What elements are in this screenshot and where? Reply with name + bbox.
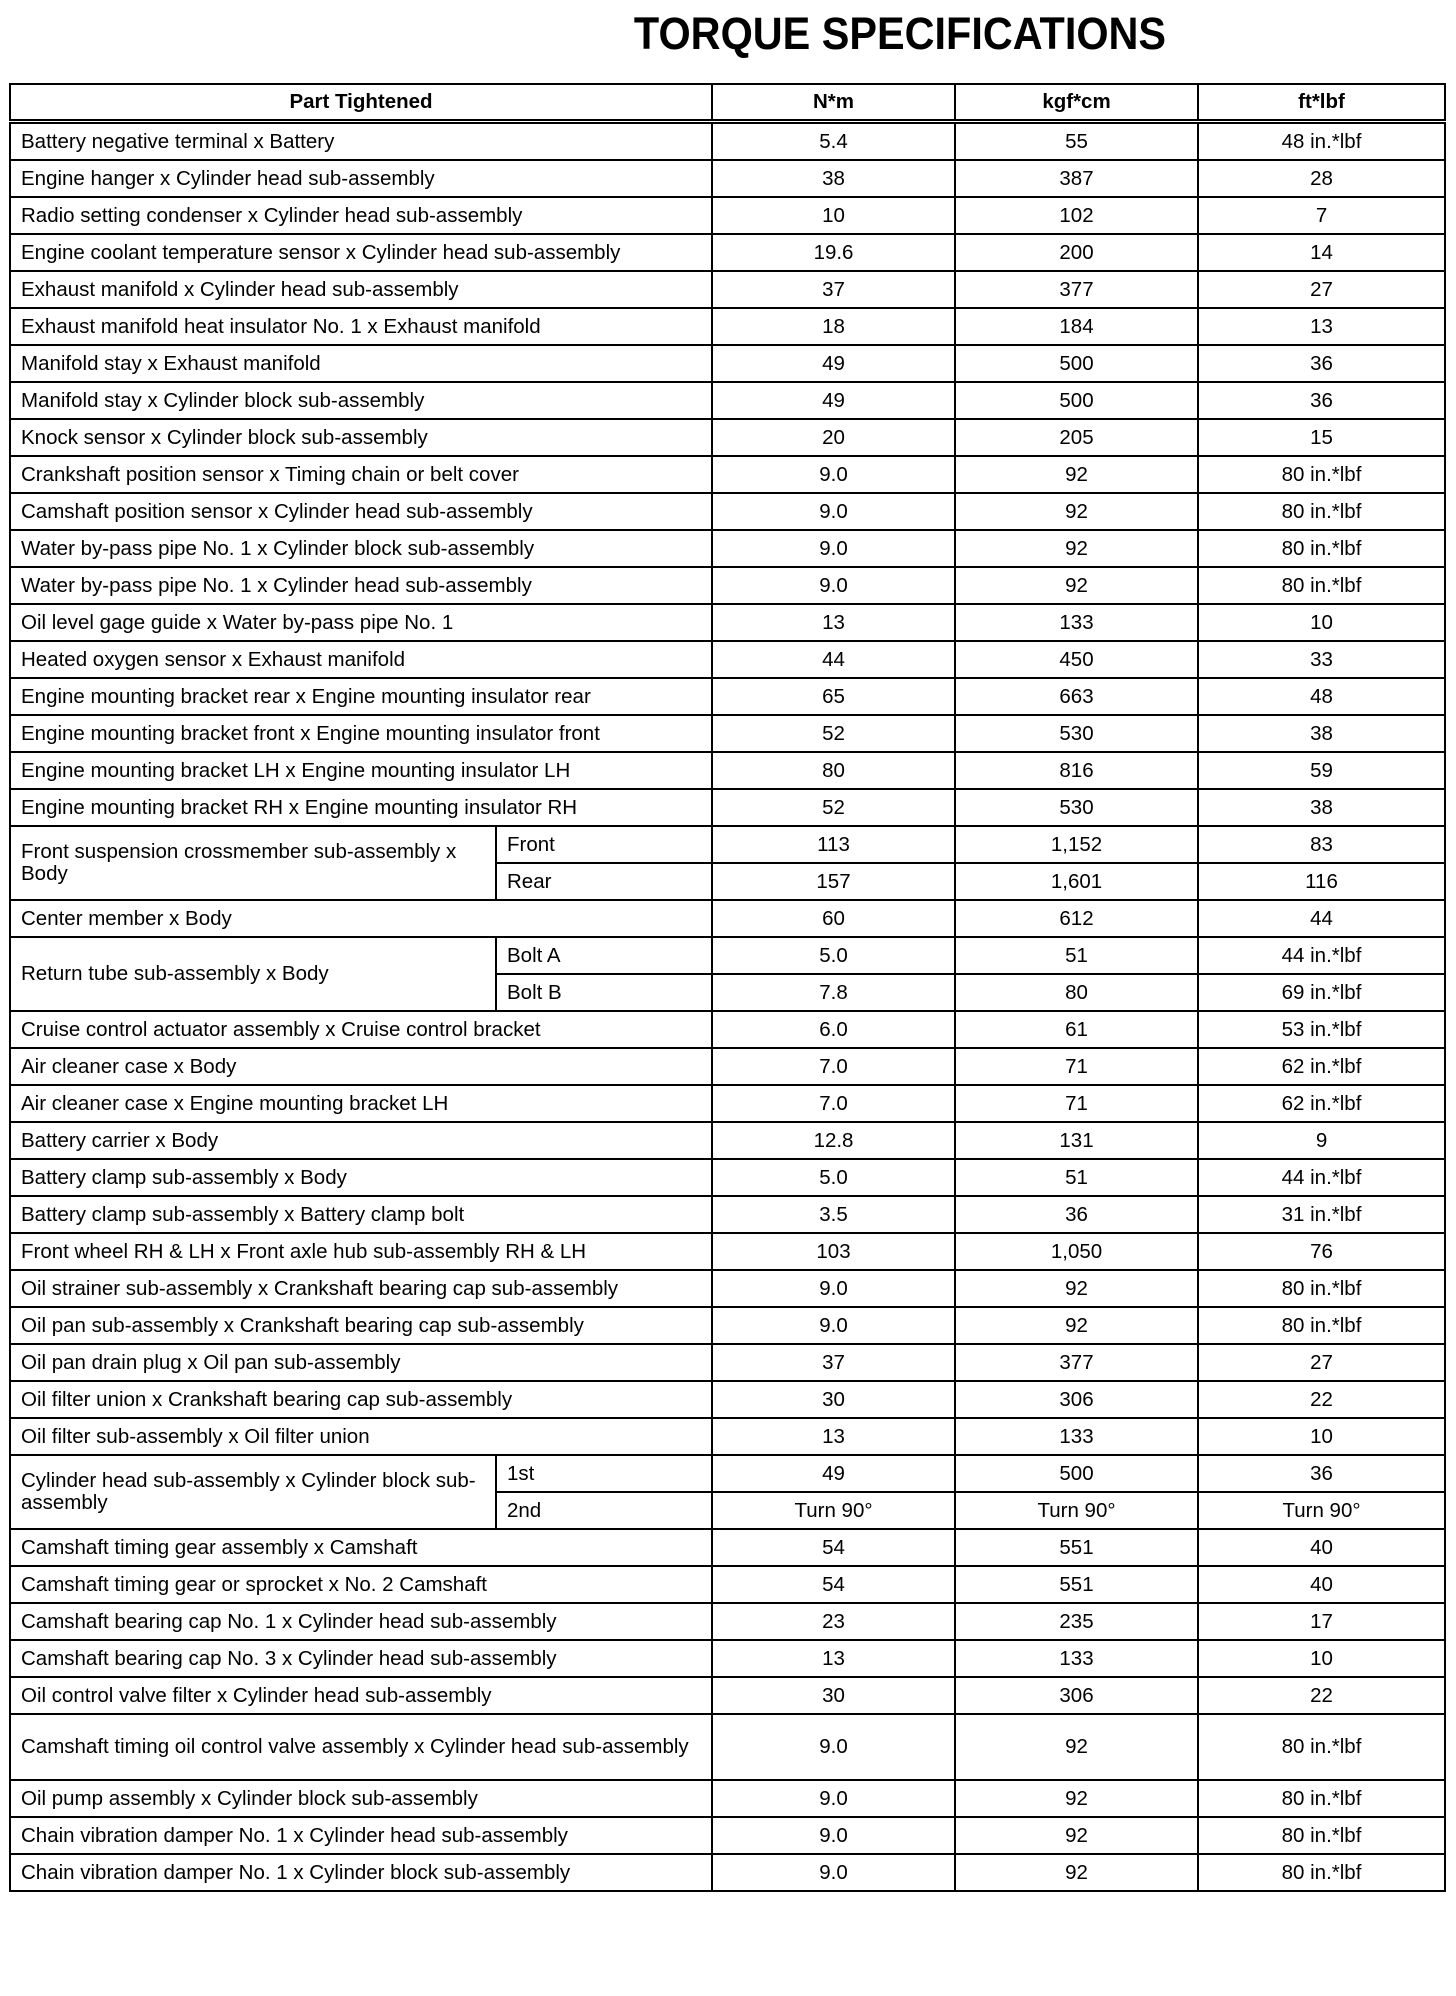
ft-lbf-cell: 22 (1198, 1677, 1445, 1714)
ft-lbf-cell: 10 (1198, 604, 1445, 641)
table-row (10, 1233, 1445, 1270)
kgf-cm-cell: 92 (955, 1780, 1198, 1817)
kgf-cm-cell: 71 (955, 1085, 1198, 1122)
nm-cell: 9.0 (712, 530, 955, 567)
nm-cell: 9.0 (712, 1780, 955, 1817)
ft-lbf-cell: 36 (1198, 382, 1445, 419)
kgf-cm-cell: 51 (955, 937, 1198, 974)
sub-label-cell: Rear (496, 863, 712, 900)
header-ft-lbf: ft*lbf (1198, 84, 1445, 122)
header-kgf-cm: kgf*cm (955, 84, 1198, 122)
part-cell: Camshaft bearing cap No. 3 x Cylinder head sub-assembly (10, 1640, 712, 1677)
ft-lbf-cell: 48 (1198, 678, 1445, 715)
ft-lbf-cell: 38 (1198, 789, 1445, 826)
table-row (10, 1854, 1445, 1891)
ft-lbf-cell: 7 (1198, 197, 1445, 234)
sub-label-cell: Front (496, 826, 712, 863)
part-cell: Engine mounting bracket LH x Engine mounting insulator LH (10, 752, 712, 789)
nm-cell: 9.0 (712, 567, 955, 604)
kgf-cm-cell: 663 (955, 678, 1198, 715)
part-cell: Oil strainer sub-assembly x Crankshaft bearing cap sub-assembly (10, 1270, 712, 1307)
part-cell: Water by-pass pipe No. 1 x Cylinder block sub-assembly (10, 530, 712, 567)
ft-lbf-cell: 14 (1198, 234, 1445, 271)
ft-lbf-cell: 33 (1198, 641, 1445, 678)
ft-lbf-cell: 53 in.*lbf (1198, 1011, 1445, 1048)
table-row (10, 1196, 1445, 1233)
part-cell: Chain vibration damper No. 1 x Cylinder block sub-assembly (10, 1854, 712, 1891)
part-cell: Camshaft timing gear assembly x Camshaft (10, 1529, 712, 1566)
part-cell: Oil filter sub-assembly x Oil filter union (10, 1418, 712, 1455)
kgf-cm-cell: 551 (955, 1529, 1198, 1566)
table-row (10, 1529, 1445, 1566)
header-part-tightened: Part Tightened (10, 84, 712, 122)
nm-cell: Turn 90° (712, 1492, 955, 1529)
table-row (10, 1085, 1445, 1122)
table-row (10, 493, 1445, 530)
ft-lbf-cell: 22 (1198, 1381, 1445, 1418)
part-cell: Camshaft bearing cap No. 1 x Cylinder head sub-assembly (10, 1603, 712, 1640)
table-row (10, 1566, 1445, 1603)
nm-cell: 23 (712, 1603, 955, 1640)
part-cell: Exhaust manifold x Cylinder head sub-assembly (10, 271, 712, 308)
part-cell: Front wheel RH & LH x Front axle hub sub-assembly RH & LH (10, 1233, 712, 1270)
kgf-cm-cell: 306 (955, 1677, 1198, 1714)
ft-lbf-cell: 28 (1198, 160, 1445, 197)
nm-cell: 7.0 (712, 1085, 955, 1122)
ft-lbf-cell: 13 (1198, 308, 1445, 345)
kgf-cm-cell: 133 (955, 604, 1198, 641)
nm-cell: 20 (712, 419, 955, 456)
nm-cell: 49 (712, 1455, 955, 1492)
ft-lbf-cell: 80 in.*lbf (1198, 1307, 1445, 1344)
kgf-cm-cell: 92 (955, 493, 1198, 530)
kgf-cm-cell: 55 (955, 122, 1198, 161)
table-row (10, 345, 1445, 382)
ft-lbf-cell: 10 (1198, 1640, 1445, 1677)
sub-label-cell: Bolt A (496, 937, 712, 974)
part-cell: Engine mounting bracket RH x Engine mounting insulator RH (10, 789, 712, 826)
ft-lbf-cell: 10 (1198, 1418, 1445, 1455)
kgf-cm-cell: 92 (955, 567, 1198, 604)
part-cell: Heated oxygen sensor x Exhaust manifold (10, 641, 712, 678)
ft-lbf-cell: 17 (1198, 1603, 1445, 1640)
ft-lbf-cell: 40 (1198, 1566, 1445, 1603)
table-row (10, 1381, 1445, 1418)
kgf-cm-cell: 92 (955, 1714, 1198, 1780)
table-row (10, 1344, 1445, 1381)
table-row (10, 752, 1445, 789)
part-cell: Engine hanger x Cylinder head sub-assembly (10, 160, 712, 197)
nm-cell: 54 (712, 1529, 955, 1566)
kgf-cm-cell: 377 (955, 1344, 1198, 1381)
ft-lbf-cell: 80 in.*lbf (1198, 1817, 1445, 1854)
nm-cell: 113 (712, 826, 955, 863)
table-row (10, 1780, 1445, 1817)
kgf-cm-cell: 450 (955, 641, 1198, 678)
part-cell: Camshaft position sensor x Cylinder head sub-assembly (10, 493, 712, 530)
nm-cell: 52 (712, 715, 955, 752)
part-cell: Center member x Body (10, 900, 712, 937)
kgf-cm-cell: 377 (955, 271, 1198, 308)
kgf-cm-cell: 80 (955, 974, 1198, 1011)
part-cell: Battery clamp sub-assembly x Body (10, 1159, 712, 1196)
kgf-cm-cell: 71 (955, 1048, 1198, 1085)
ft-lbf-cell: 27 (1198, 1344, 1445, 1381)
nm-cell: 10 (712, 197, 955, 234)
ft-lbf-cell: 80 in.*lbf (1198, 1780, 1445, 1817)
nm-cell: 49 (712, 382, 955, 419)
nm-cell: 9.0 (712, 456, 955, 493)
nm-cell: 38 (712, 160, 955, 197)
nm-cell: 103 (712, 1233, 955, 1270)
part-cell: Cylinder head sub-assembly x Cylinder block sub-assembly (10, 1455, 496, 1529)
table-row (10, 1455, 1445, 1492)
ft-lbf-cell: 31 in.*lbf (1198, 1196, 1445, 1233)
table-row (10, 789, 1445, 826)
nm-cell: 9.0 (712, 1854, 955, 1891)
table-row (10, 1714, 1445, 1780)
page-title: TORQUE SPECIFICATIONS (633, 8, 1167, 59)
kgf-cm-cell: 92 (955, 1854, 1198, 1891)
nm-cell: 52 (712, 789, 955, 826)
kgf-cm-cell: 102 (955, 197, 1198, 234)
nm-cell: 19.6 (712, 234, 955, 271)
table-row (10, 122, 1445, 161)
part-cell: Chain vibration damper No. 1 x Cylinder head sub-assembly (10, 1817, 712, 1854)
kgf-cm-cell: 51 (955, 1159, 1198, 1196)
kgf-cm-cell: 92 (955, 1307, 1198, 1344)
part-cell: Exhaust manifold heat insulator No. 1 x Exhaust manifold (10, 308, 712, 345)
ft-lbf-cell: 44 in.*lbf (1198, 1159, 1445, 1196)
ft-lbf-cell: 80 in.*lbf (1198, 1270, 1445, 1307)
kgf-cm-cell: 1,601 (955, 863, 1198, 900)
kgf-cm-cell: 36 (955, 1196, 1198, 1233)
part-cell: Oil pump assembly x Cylinder block sub-assembly (10, 1780, 712, 1817)
nm-cell: 37 (712, 1344, 955, 1381)
nm-cell: 30 (712, 1381, 955, 1418)
part-cell: Engine coolant temperature sensor x Cylinder head sub-assembly (10, 234, 712, 271)
table-row (10, 900, 1445, 937)
part-cell: Oil filter union x Crankshaft bearing cap sub-assembly (10, 1381, 712, 1418)
ft-lbf-cell: 116 (1198, 863, 1445, 900)
nm-cell: 13 (712, 1640, 955, 1677)
kgf-cm-cell: 500 (955, 345, 1198, 382)
torque-spec-table (9, 83, 1446, 1892)
ft-lbf-cell: 69 in.*lbf (1198, 974, 1445, 1011)
part-cell: Engine mounting bracket rear x Engine mounting insulator rear (10, 678, 712, 715)
kgf-cm-cell: 1,152 (955, 826, 1198, 863)
ft-lbf-cell: 44 in.*lbf (1198, 937, 1445, 974)
kgf-cm-cell: 530 (955, 715, 1198, 752)
part-cell: Knock sensor x Cylinder block sub-assembly (10, 419, 712, 456)
kgf-cm-cell: 306 (955, 1381, 1198, 1418)
kgf-cm-cell: 500 (955, 1455, 1198, 1492)
part-cell: Water by-pass pipe No. 1 x Cylinder head sub-assembly (10, 567, 712, 604)
nm-cell: 7.8 (712, 974, 955, 1011)
nm-cell: 6.0 (712, 1011, 955, 1048)
kgf-cm-cell: 92 (955, 456, 1198, 493)
table-row (10, 567, 1445, 604)
part-cell: Return tube sub-assembly x Body (10, 937, 496, 1011)
ft-lbf-cell: 80 in.*lbf (1198, 567, 1445, 604)
ft-lbf-cell: 36 (1198, 1455, 1445, 1492)
kgf-cm-cell: 133 (955, 1640, 1198, 1677)
nm-cell: 9.0 (712, 1270, 955, 1307)
kgf-cm-cell: 184 (955, 308, 1198, 345)
part-cell: Manifold stay x Exhaust manifold (10, 345, 712, 382)
part-cell: Crankshaft position sensor x Timing chain or belt cover (10, 456, 712, 493)
part-cell: Front suspension crossmember sub-assembly x Body (10, 826, 496, 900)
part-cell: Battery negative terminal x Battery (10, 122, 712, 161)
sub-label-cell: 1st (496, 1455, 712, 1492)
sub-label-cell: Bolt B (496, 974, 712, 1011)
nm-cell: 60 (712, 900, 955, 937)
nm-cell: 13 (712, 604, 955, 641)
kgf-cm-cell: 92 (955, 1817, 1198, 1854)
nm-cell: 5.4 (712, 122, 955, 161)
nm-cell: 5.0 (712, 937, 955, 974)
kgf-cm-cell: 131 (955, 1122, 1198, 1159)
ft-lbf-cell: 36 (1198, 345, 1445, 382)
kgf-cm-cell: 235 (955, 1603, 1198, 1640)
nm-cell: 7.0 (712, 1048, 955, 1085)
header-nm: N*m (712, 84, 955, 122)
ft-lbf-cell: 80 in.*lbf (1198, 1854, 1445, 1891)
table-row (10, 678, 1445, 715)
part-cell: Manifold stay x Cylinder block sub-assembly (10, 382, 712, 419)
nm-cell: 18 (712, 308, 955, 345)
part-cell: Oil level gage guide x Water by-pass pipe No. 1 (10, 604, 712, 641)
kgf-cm-cell: 530 (955, 789, 1198, 826)
nm-cell: 37 (712, 271, 955, 308)
table-row (10, 271, 1445, 308)
nm-cell: 44 (712, 641, 955, 678)
ft-lbf-cell: 80 in.*lbf (1198, 1714, 1445, 1780)
table-row (10, 1048, 1445, 1085)
part-cell: Air cleaner case x Engine mounting bracket LH (10, 1085, 712, 1122)
nm-cell: 65 (712, 678, 955, 715)
ft-lbf-cell: 38 (1198, 715, 1445, 752)
kgf-cm-cell: 387 (955, 160, 1198, 197)
part-cell: Engine mounting bracket front x Engine mounting insulator front (10, 715, 712, 752)
ft-lbf-cell: 80 in.*lbf (1198, 456, 1445, 493)
table-row (10, 419, 1445, 456)
table-row (10, 456, 1445, 493)
nm-cell: 9.0 (712, 1307, 955, 1344)
table-row (10, 1122, 1445, 1159)
ft-lbf-cell: 27 (1198, 271, 1445, 308)
table-row (10, 937, 1445, 974)
part-cell: Oil control valve filter x Cylinder head sub-assembly (10, 1677, 712, 1714)
table-row (10, 197, 1445, 234)
kgf-cm-cell: 500 (955, 382, 1198, 419)
table-row (10, 1418, 1445, 1455)
ft-lbf-cell: 80 in.*lbf (1198, 530, 1445, 567)
ft-lbf-cell: 76 (1198, 1233, 1445, 1270)
part-cell: Camshaft timing gear or sprocket x No. 2 Camshaft (10, 1566, 712, 1603)
ft-lbf-cell: Turn 90° (1198, 1492, 1445, 1529)
nm-cell: 9.0 (712, 493, 955, 530)
kgf-cm-cell: Turn 90° (955, 1492, 1198, 1529)
part-cell: Battery clamp sub-assembly x Battery clamp bolt (10, 1196, 712, 1233)
nm-cell: 5.0 (712, 1159, 955, 1196)
kgf-cm-cell: 1,050 (955, 1233, 1198, 1270)
nm-cell: 9.0 (712, 1817, 955, 1854)
part-cell: Battery carrier x Body (10, 1122, 712, 1159)
ft-lbf-cell: 44 (1198, 900, 1445, 937)
kgf-cm-cell: 92 (955, 1270, 1198, 1307)
table-row (10, 382, 1445, 419)
table-row (10, 308, 1445, 345)
ft-lbf-cell: 15 (1198, 419, 1445, 456)
nm-cell: 9.0 (712, 1714, 955, 1780)
kgf-cm-cell: 205 (955, 419, 1198, 456)
table-row (10, 1307, 1445, 1344)
part-cell: Air cleaner case x Body (10, 1048, 712, 1085)
table-row (10, 1011, 1445, 1048)
table-row (10, 715, 1445, 752)
nm-cell: 13 (712, 1418, 955, 1455)
kgf-cm-cell: 61 (955, 1011, 1198, 1048)
nm-cell: 12.8 (712, 1122, 955, 1159)
ft-lbf-cell: 62 in.*lbf (1198, 1085, 1445, 1122)
ft-lbf-cell: 40 (1198, 1529, 1445, 1566)
part-cell: Camshaft timing oil control valve assembly x Cylinder head sub-assembly (10, 1714, 712, 1780)
nm-cell: 49 (712, 345, 955, 382)
ft-lbf-cell: 48 in.*lbf (1198, 122, 1445, 161)
table-row (10, 1159, 1445, 1196)
table-row (10, 1817, 1445, 1854)
part-cell: Cruise control actuator assembly x Cruise control bracket (10, 1011, 712, 1048)
kgf-cm-cell: 612 (955, 900, 1198, 937)
ft-lbf-cell: 83 (1198, 826, 1445, 863)
kgf-cm-cell: 551 (955, 1566, 1198, 1603)
nm-cell: 30 (712, 1677, 955, 1714)
table-row (10, 604, 1445, 641)
ft-lbf-cell: 59 (1198, 752, 1445, 789)
kgf-cm-cell: 200 (955, 234, 1198, 271)
nm-cell: 157 (712, 863, 955, 900)
table-row (10, 826, 1445, 863)
table-row (10, 234, 1445, 271)
table-row (10, 1603, 1445, 1640)
part-cell: Oil pan drain plug x Oil pan sub-assembly (10, 1344, 712, 1381)
table-row (10, 1677, 1445, 1714)
nm-cell: 80 (712, 752, 955, 789)
part-cell: Radio setting condenser x Cylinder head sub-assembly (10, 197, 712, 234)
table-row (10, 1270, 1445, 1307)
nm-cell: 54 (712, 1566, 955, 1603)
kgf-cm-cell: 133 (955, 1418, 1198, 1455)
table-row (10, 530, 1445, 567)
table-row (10, 160, 1445, 197)
table-header-row (10, 84, 1445, 122)
ft-lbf-cell: 9 (1198, 1122, 1445, 1159)
kgf-cm-cell: 92 (955, 530, 1198, 567)
kgf-cm-cell: 816 (955, 752, 1198, 789)
ft-lbf-cell: 80 in.*lbf (1198, 493, 1445, 530)
ft-lbf-cell: 62 in.*lbf (1198, 1048, 1445, 1085)
nm-cell: 3.5 (712, 1196, 955, 1233)
part-cell: Oil pan sub-assembly x Crankshaft bearing cap sub-assembly (10, 1307, 712, 1344)
table-row (10, 1640, 1445, 1677)
sub-label-cell: 2nd (496, 1492, 712, 1529)
table-row (10, 641, 1445, 678)
